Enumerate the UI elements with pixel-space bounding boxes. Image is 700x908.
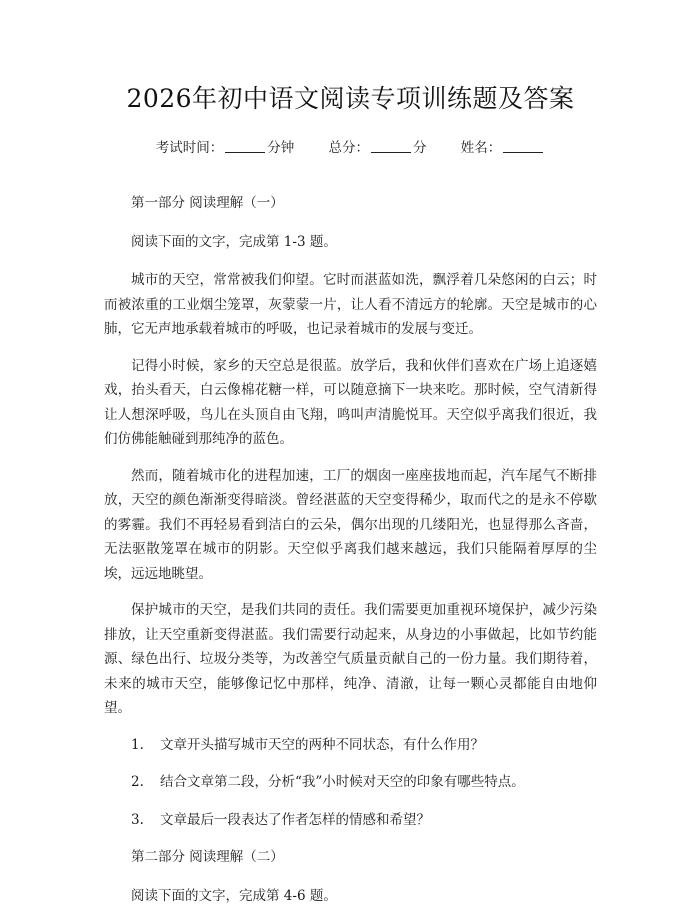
question-list	[104, 733, 597, 833]
section-instruction-part2: 阅读下面的文字，完成第 4-6 题。	[104, 884, 597, 908]
section-instruction-part1: 阅读下面的文字，完成第 1-3 题。	[104, 230, 597, 255]
passage-paragraph: 然而，随着城市化的进程加速，工厂的烟囱一座座拔地而起，汽车尾气不断排放，天空的颜色渐渐变得暗淡。曾经湛蓝的天空变得稀少，取而代之的是永不停歇的雾霾。我们不再轻易看到洁白的云朵，偶尔出现的几缕阳光，也显得那么吝啬，无法驱散笼罩在城市的阴影。天空似乎离我们越来越远，我们只能隔着厚厚的尘埃，远远地眺望。	[104, 464, 597, 587]
question-text: 文章最后一段表达了作者怎样的情感和希望？	[160, 812, 430, 828]
question-number: 2.	[131, 770, 160, 795]
exam-time-label: 考试时间：	[156, 140, 224, 156]
question-text: 文章开头描写城市天空的两种不同状态，有什么作用？	[160, 737, 484, 753]
total-score-label: 总分：	[329, 140, 370, 156]
exam-time-field	[156, 138, 295, 158]
passage-paragraph: 保护城市的天空，是我们共同的责任。我们需要更加重视环境保护，减少污染排放，让天空重新变得湛蓝。我们需要行动起来，从身边的小事做起，比如节约能源、绿色出行、垃圾分类等，为改善空气质量贡献自己的一份力量。我们期待着，未来的城市天空，能够像记忆中那样，纯净、清澈，让每一颗心灵都能自由地仰望。	[104, 598, 597, 721]
question-item	[104, 808, 597, 833]
exam-time-blank	[225, 139, 265, 153]
question-number: 1.	[131, 733, 160, 758]
document-title: 2026年初中语文阅读专项训练题及答案	[104, 0, 597, 116]
student-name-label: 姓名：	[461, 140, 502, 156]
document-body	[104, 191, 597, 908]
total-score-field	[329, 138, 427, 158]
total-score-unit: 分	[413, 140, 427, 156]
exam-info-line	[104, 138, 597, 158]
question-item	[104, 733, 597, 758]
section-heading-part2: 第二部分 阅读理解（二）	[104, 845, 597, 870]
question-number: 3.	[131, 808, 160, 833]
student-name-field	[461, 138, 546, 158]
student-name-blank	[503, 139, 543, 153]
passage-paragraph: 城市的天空，常常被我们仰望。它时而湛蓝如洗，飘浮着几朵悠闲的白云；时而被浓重的工业烟尘笼罩，灰蒙蒙一片，让人看不清远方的轮廓。天空是城市的心肺，它无声地承载着城市的呼吸，也记录着城市的发展与变迁。	[104, 268, 597, 342]
question-text: 结合文章第二段，分析“我”小时候对天空的印象有哪些特点。	[160, 774, 525, 790]
section-heading-part1: 第一部分 阅读理解（一）	[104, 191, 597, 216]
total-score-blank	[371, 139, 411, 153]
passage-paragraph: 记得小时候，家乡的天空总是很蓝。放学后，我和伙伴们喜欢在广场上追逐嬉戏，抬头看天，白云像棉花糖一样，可以随意摘下一块来吃。那时候，空气清新得让人想深呼吸，鸟儿在头顶自由飞翔，鸣叫声清脆悦耳。天空似乎离我们很近，我们仿佛能触碰到那纯净的蓝色。	[104, 354, 597, 452]
question-item	[104, 770, 597, 795]
exam-time-unit: 分钟	[267, 140, 294, 156]
